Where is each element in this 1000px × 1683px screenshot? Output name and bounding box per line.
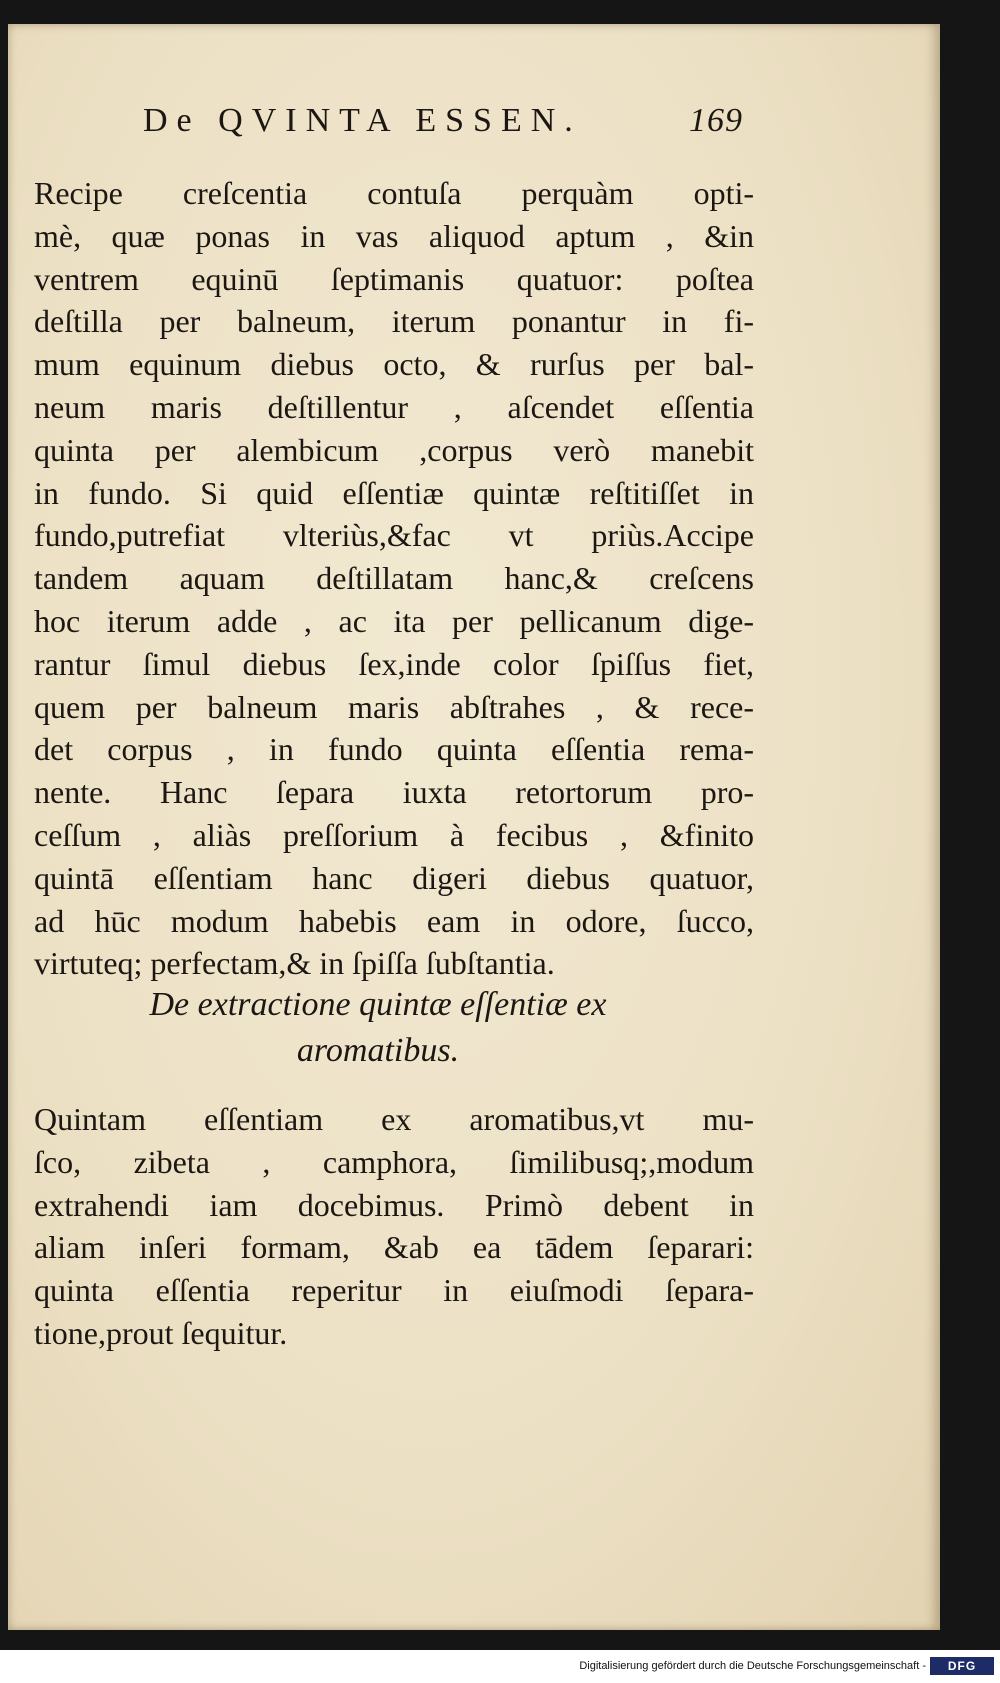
- running-head: [143, 102, 743, 152]
- text-line: ceſſum , aliàs preſſorium à fecibus , &finito: [34, 816, 754, 853]
- text-line: mè, quæ ponas in vas aliquod aptum , &in: [34, 217, 754, 254]
- text-line: neum maris deſtillentur , aſcendet eſſentia: [34, 388, 754, 425]
- text-line: virtuteq; perfectam,& in ſpiſſa ſubſtantia.: [34, 945, 555, 982]
- text-line: rantur ſimul diebus ſex,inde color ſpiſſus fiet,: [34, 645, 754, 682]
- text-line: hoc iterum adde , ac ita per pellicanum dige-: [34, 602, 754, 639]
- text-line: nente. Hanc ſepara iuxta retortorum pro-: [34, 774, 754, 811]
- running-head-title: De QVINTA ESSEN.: [143, 102, 582, 139]
- text-line: quinta eſſentia reperitur in eiuſmodi ſepara-: [34, 1272, 754, 1309]
- paragraph-recipe: [34, 172, 754, 985]
- text-line: aliam inſeri formam, &ab ea tādem ſeparari:: [34, 1229, 754, 1266]
- text-line: deſtilla per balneum, iterum ponantur in fi-: [34, 303, 754, 340]
- text-line: extrahendi iam docebimus. Primò debent in: [34, 1186, 754, 1223]
- text-line: quinta per alembicum ,corpus verò manebit: [34, 431, 754, 468]
- text-line: ſco, zibeta , camphora, ſimilibusq;,modum: [34, 1143, 754, 1180]
- digitization-credit: Digitalisierung gefördert durch die Deutsche Forschungsgemeinschaft -: [579, 1660, 926, 1672]
- text-line: Recipe creſcentia contuſa perquàm opti-: [34, 175, 754, 211]
- text-line: ad hūc modum habebis eam in odore, ſucco,: [34, 902, 754, 939]
- text-line: fundo,putrefiat vlteriùs,&fac vt priùs.Accipe: [34, 517, 754, 554]
- text-line: mum equinum diebus octo, & rurſus per bal-: [34, 346, 754, 383]
- heading-line: aromatibus.: [296, 1032, 460, 1069]
- text-line: quintā eſſentiam hanc digeri diebus quatuor,: [34, 859, 754, 896]
- book-page: [8, 24, 940, 1630]
- text-line: tandem aquam deſtillatam hanc,& creſcens: [34, 560, 754, 597]
- page-number: 169: [689, 102, 743, 139]
- text-line: Quintam eſſentiam ex aromatibus,vt mu-: [34, 1101, 754, 1137]
- dfg-logo: DFG: [930, 1657, 994, 1675]
- heading-line: De extractione quintæ eſſentiæ ex: [149, 986, 607, 1023]
- text-line: ventrem equinū ſeptimanis quatuor: poſtea: [34, 260, 754, 297]
- text-line: det corpus , in fundo quinta eſſentia rema-: [34, 731, 754, 768]
- section-heading: [78, 982, 678, 1074]
- text-line: quem per balneum maris abſtrahes , & rece-: [34, 688, 754, 725]
- paragraph-aromatics: [34, 1098, 754, 1355]
- text-line: in fundo. Si quid eſſentiæ quintæ reſtitiſſet in: [34, 474, 754, 511]
- text-line: tione,prout ſequitur.: [34, 1314, 288, 1351]
